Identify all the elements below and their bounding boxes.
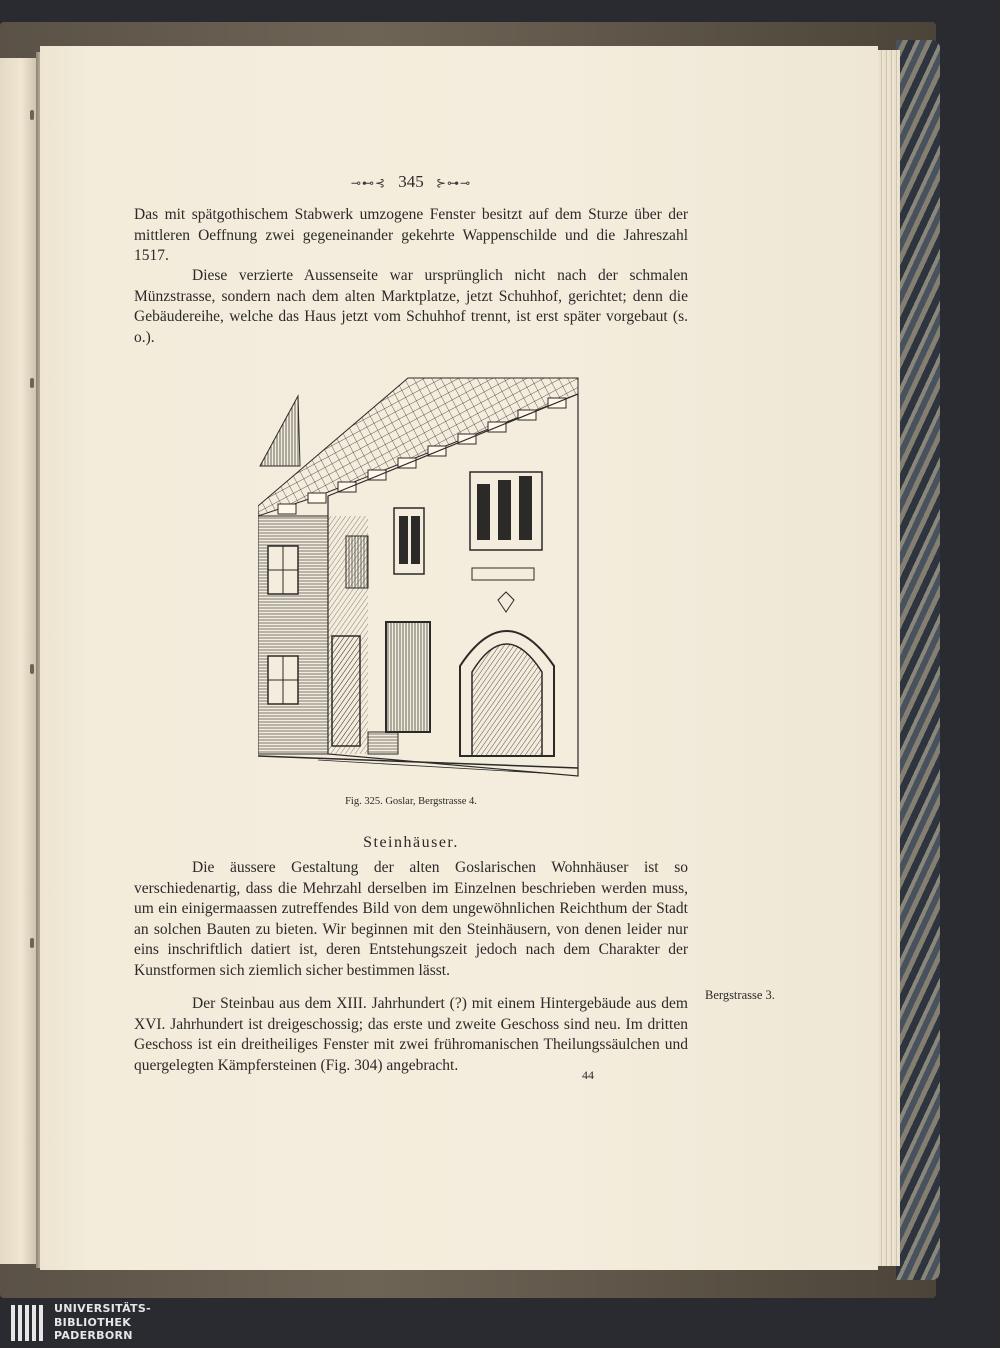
library-name-line: BIBLIOTHEK: [54, 1315, 132, 1329]
building-illustration: [258, 376, 584, 782]
page-number: 345: [398, 172, 424, 191]
printer-signature: 44: [582, 1068, 594, 1082]
binding-hole: [30, 110, 34, 120]
margin-note: Bergstrasse 3.: [705, 988, 775, 1002]
binding-hole: [30, 378, 34, 388]
house-drawing-icon: [258, 376, 584, 782]
paragraph-intro: Die äussere Gestaltung der alten Goslarischen Wohnhäuser ist so verschiedenartig, dass die Mehrzahl derselben im Einzelnen beschrieben werden muss, um ein einigermaassen zutreffendes Bild von dem ungewöhnlichen Reichthum der Stadt an solchen Bauten zu bieten. Wir beginnen mit den Steinhäusern, von denen leider nur eins inschriftlich datiert ist, deren Entstehungszeit jedoch nach dem Charakter der Kunstformen sich ziemlich sicher bestimmen lässt.: [134, 859, 688, 979]
facing-page-edge: [0, 58, 36, 1264]
marbled-edge: [896, 40, 940, 1280]
paragraph-bergstrasse: Der Steinbau aus dem XIII. Jahrhundert (?) mit einem Hintergebäude aus dem XVI. Jahrhundert ist dreigeschossig; das erste und zweite Geschoss sind neu. Im dritten Geschoss ist ein dreitheiliges Fenster mit zwei frühromanischen Theilungssäulchen und quergelegten Kämpfersteinen (Fig. 304) angebracht.: [134, 995, 688, 1074]
figure-caption: Fig. 325. Goslar, Bergstrasse 4.: [345, 796, 477, 807]
header-ornament-left: ⊸⊷⊰: [350, 176, 386, 190]
running-header: [134, 172, 688, 192]
paragraph-window: Das mit spätgothischem Stabwerk umzogene Fenster besitzt auf dem Sturze über der mittleren Oeffnung zwei gegeneinander gekehrte Wappenschilde und die Jahreszahl 1517.: [134, 206, 688, 264]
library-barcode-logo-icon: [10, 1301, 50, 1345]
paragraph-orientation: Diese verzierte Aussenseite war ursprünglich nicht nach der schmalen Münzstrasse, sondern nach dem alten Marktplatze, jetzt Schuhhof, gerichtet; denn die Gebäudereihe, welche das Haus jetzt vom Schuhhof trennt, ist erst später vorgebaut (s. o.).: [134, 267, 688, 346]
binding-hole: [30, 664, 34, 674]
binding-hole: [30, 938, 34, 948]
library-name: [54, 1302, 151, 1343]
header-ornament-right: ⊱⊶⊸: [436, 176, 472, 190]
library-footer: [0, 1298, 1000, 1348]
library-name-line: PADERBORN: [54, 1329, 133, 1342]
library-name-line: UNIVERSITÄTS-: [54, 1302, 151, 1315]
section-title: Steinhäuser.: [363, 834, 459, 851]
